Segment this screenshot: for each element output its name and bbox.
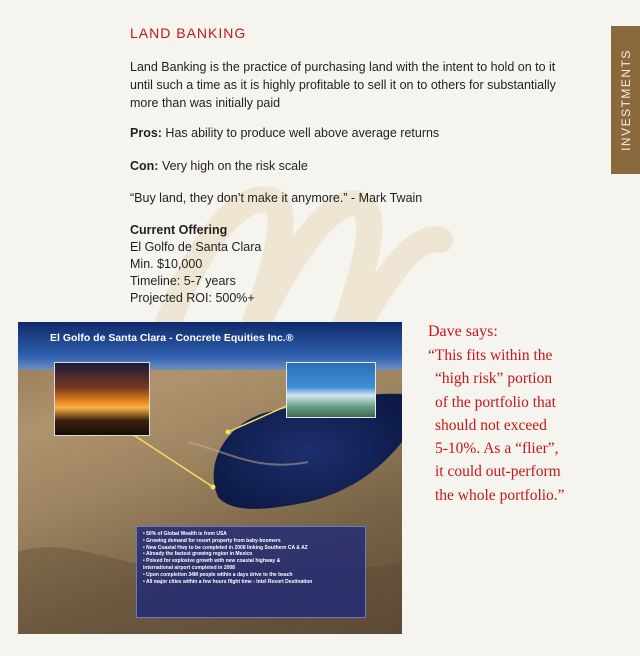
map-bullet: • New Coastal Hwy to be completed in 2008 linking Southern CA & AZ	[143, 544, 308, 551]
map-bullet: • 50% of Global Wealth is from USA	[143, 531, 227, 537]
investments-tab[interactable]	[611, 26, 640, 174]
offering-line: Projected ROI: 500%+	[130, 291, 255, 305]
sunset-beach-inset	[54, 362, 150, 436]
map-bullet-list	[137, 527, 365, 585]
dave-quote-line: “This fits within the	[428, 347, 553, 364]
aerial-map-image	[18, 322, 402, 634]
pros-line	[130, 124, 580, 142]
map-bullet: • Growing demand for resort property from baby-boomers	[143, 537, 281, 544]
offering-line: El Golfo de Santa Clara	[130, 240, 262, 254]
map-bullet: • Upon completion 34M people within a days drive to the beach	[143, 571, 293, 578]
map-bullet: • Already the fastest growing region in Mexico	[143, 551, 253, 558]
map-bullet: • Poised for explosive growth with new coastal highway &	[143, 558, 281, 565]
investments-tab-label: INVESTMENTS	[618, 49, 633, 151]
current-offering	[130, 222, 430, 307]
dave-quote-line: should not exceed	[435, 416, 547, 434]
dave-quote-line: “high risk” portion	[435, 370, 553, 388]
map-bullet: international airport completed in 2008	[143, 564, 235, 571]
con-label: Con:	[130, 159, 159, 173]
pros-label: Pros:	[130, 126, 162, 140]
map-title: El Golfo de Santa Clara - Concrete Equities Inc.®	[50, 332, 294, 344]
intro-paragraph: Land Banking is the practice of purchasing land with the intent to hold on to it until such a time as it is highly profitable to sell it on to others for substantially more than was initially paid	[130, 60, 556, 110]
dave-quote	[428, 344, 618, 507]
section-heading: LAND BANKING	[130, 25, 247, 41]
map-bullet-box	[136, 526, 366, 618]
twain-quote: “Buy land, they don’t make it anymore.” - Mark Twain	[130, 191, 423, 205]
offering-title: Current Offering	[130, 223, 228, 237]
dave-quote-line: it could out-perform	[435, 463, 561, 481]
dave-quote-line: the whole portfolio.”	[435, 486, 565, 504]
offering-line: Timeline: 5-7 years	[130, 274, 236, 288]
coastline-inset	[286, 362, 376, 418]
con-text: Very high on the risk scale	[158, 159, 308, 173]
con-line	[130, 157, 580, 175]
dave-quote-line: of the portfolio that	[435, 393, 556, 411]
pros-text: Has ability to produce well above average returns	[161, 126, 440, 140]
dave-says-label: Dave says:	[428, 323, 498, 340]
map-bullet: • All major cities within a few hours flight time - Intel Resort Destination	[143, 578, 313, 585]
dave-quote-line: 5-10%. As a “flier”,	[435, 440, 559, 458]
offering-line: Min. $10,000	[130, 257, 203, 271]
